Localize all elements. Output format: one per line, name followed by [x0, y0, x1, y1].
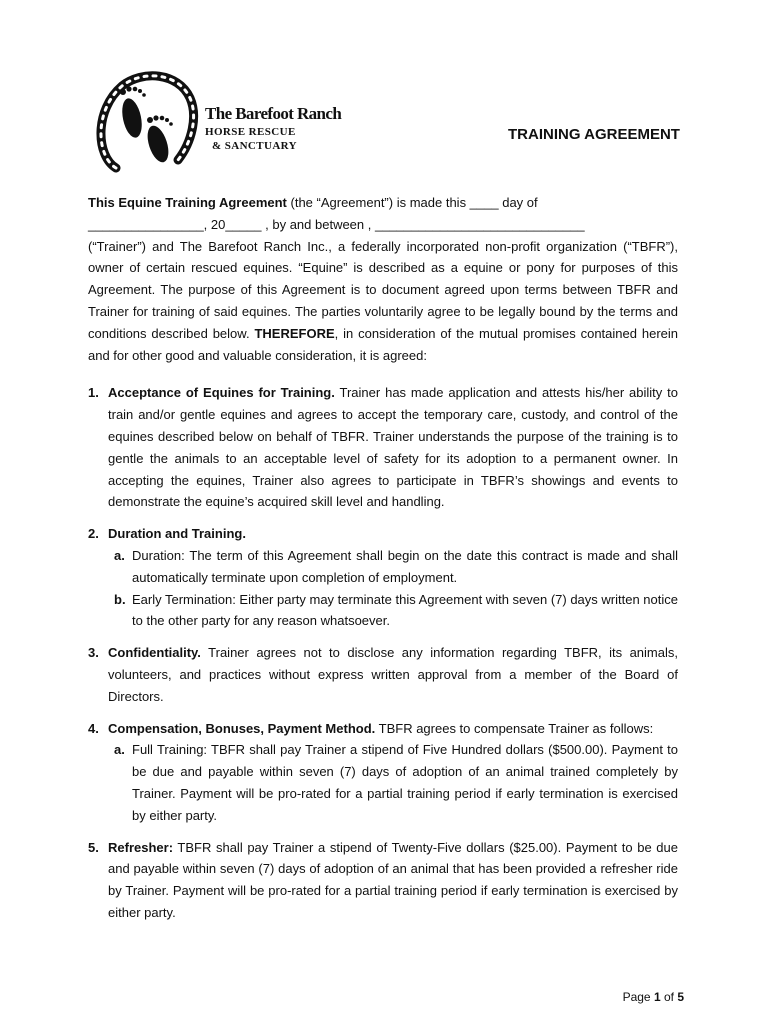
section-text: Trainer has made application and attests his/her ability to train and/or gentle equines and agrees to accept the temporary care, custody, and control of the equines described below on behalf of TBFR. Trainer understands the purpose of the training is to gentle the animals to an acceptable level of safety for its adoption to a permanent owner. In accepting the equines, Trainer also agrees to participate in TBFR’s showings and events to demonstrate the equine’s acquired skill level and handling. [108, 385, 678, 510]
intro-text-d: , in consideration of the mutual promises contained herein and for other good and valuable consideration, it is agreed: [88, 325, 679, 363]
intro-paragraph [88, 192, 678, 366]
item-mark: b. [114, 591, 126, 607]
logo-name: The Barefoot Ranch [205, 104, 342, 123]
horseshoe-footprints-icon [92, 70, 207, 175]
section-1 [88, 382, 678, 513]
section-heading: Refresher: [108, 839, 174, 855]
section-2-item-b [88, 589, 678, 633]
intro-text-a: (the “Agreement”) is made this ____ day of [286, 195, 538, 210]
section-text: Trainer agrees not to disclose any information regarding TBFR, its animals, volunteers, and practices without express written approval from a member of the Board of Directors. [108, 645, 678, 704]
page-current: 1 [653, 990, 661, 1004]
item-mark: a. [114, 742, 125, 758]
item-text: Full Training: TBFR shall pay Trainer a stipend of Five Hundred dollars ($500.00). Payment to be due and payable within seven (7) days of adoption of an animal trained completely by Trainer. Payment will be pro-rated for a partial training period if early termination is exercised by either party. [132, 742, 678, 823]
intro-therefore: THEREFORE [254, 325, 335, 341]
section-2 [88, 523, 678, 632]
page-label: Page [622, 990, 654, 1004]
section-heading: Compensation, Bonuses, Payment Method. [108, 720, 376, 736]
page-total: 5 [677, 990, 684, 1004]
section-heading: Duration and Training. [108, 526, 246, 542]
intro-text-c: (“Trainer”) and The Barefoot Ranch Inc., a federally incorporated non-profit organization (“TBFR”), owner of certain rescued equines. “Equine” is described as a equine or pony for purposes of this Agreement. The purpose of this Agreement is to document agreed upon terms between TBFR and Trainer for training of said equines. The parties voluntarily agree to be legally bound by the terms and conditions described below. [88, 238, 678, 341]
barefoot-ranch-logo [92, 70, 342, 175]
section-number: 3. [88, 645, 99, 661]
section-number: 1. [88, 385, 99, 401]
section-5 [88, 837, 678, 924]
section-text: TBFR shall pay Trainer a stipend of Twenty-Five dollars ($25.00). Payment to be due and payable within seven (7) days of adoption of an animal that has been provided a refresher ride by Trainer. Payment will be pro-rated for a partial training period if early termination is exercised by either party. [108, 839, 678, 920]
intro-bold-lead: This Equine Training Agreement [88, 195, 287, 210]
section-number: 5. [88, 839, 99, 855]
section-text: TBFR agrees to compensate Trainer as follows: [375, 720, 654, 736]
agreement-body [88, 192, 678, 934]
item-mark: a. [114, 547, 125, 563]
logo-subtitle-2: & SANCTUARY [212, 140, 297, 152]
section-4 [88, 718, 678, 827]
section-2-item-a [88, 545, 678, 589]
section-number: 2. [88, 526, 99, 542]
logo-subtitle-1: HORSE RESCUE [205, 126, 296, 138]
intro-text-b: ________________, 20_____ , by and between , _____________________________ [88, 216, 585, 232]
section-3 [88, 642, 678, 707]
item-text: Early Termination: Either party may terminate this Agreement with seven (7) days written notice to the other party for any reason whatsoever. [132, 591, 678, 629]
section-number: 4. [88, 720, 99, 736]
section-4-item-a [88, 739, 678, 826]
page-footer [623, 990, 684, 1004]
section-heading: Acceptance of Equines for Training. [108, 385, 335, 401]
item-text: Duration: The term of this Agreement shall begin on the date this contract is made and shall automatically terminate upon completion of employment. [132, 547, 678, 585]
document-title: TRAINING AGREEMENT [508, 126, 680, 143]
section-heading: Confidentiality. [108, 645, 201, 661]
page-of: of [660, 990, 678, 1004]
